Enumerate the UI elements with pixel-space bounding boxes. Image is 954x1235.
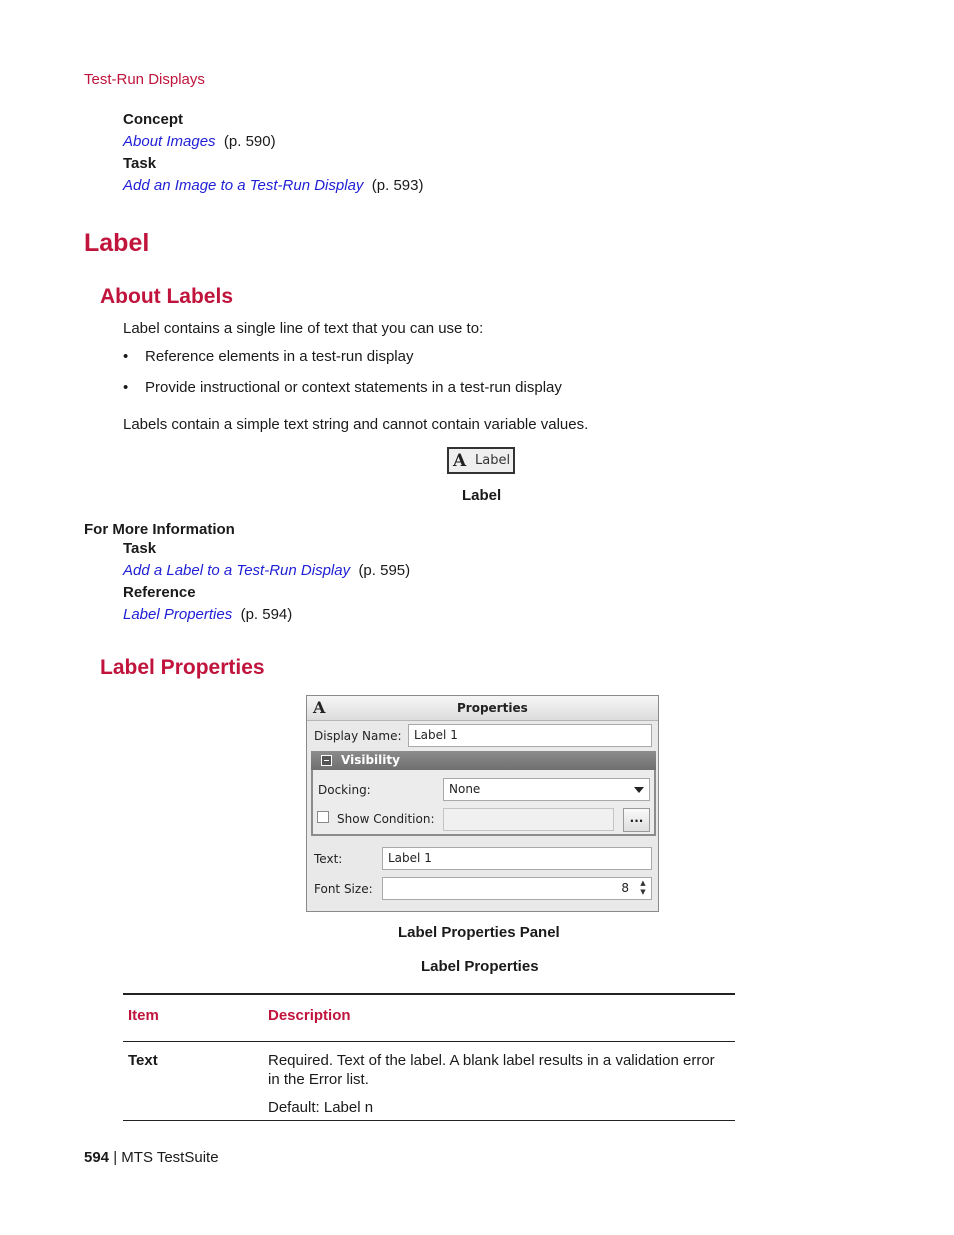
bullet-1 [123, 348, 128, 365]
text-label: Text: [314, 852, 343, 866]
more-info-reference-page: (p. 594) [240, 606, 293, 623]
display-name-label: Display Name: [314, 729, 402, 743]
text-input[interactable]: Label 1 [382, 847, 652, 870]
page-footer [84, 1149, 219, 1166]
docking-select[interactable] [443, 778, 650, 801]
about-lead-text: Label contains a single line of text that you can use to: [123, 320, 484, 337]
docking-value: None [449, 782, 481, 796]
label-tool-icon [447, 447, 515, 474]
show-condition-input[interactable] [443, 808, 614, 831]
docking-label: Docking: [318, 783, 371, 797]
panel-caption: Label Properties Panel [398, 924, 560, 941]
about-images-link[interactable]: About Images [123, 133, 216, 150]
more-info-task-page: (p. 595) [358, 562, 411, 579]
about-note-text: Labels contain a simple text string and cannot contain variable values. [123, 416, 589, 433]
label-properties-link[interactable]: Label Properties [123, 606, 233, 623]
letter-a-icon: A [313, 698, 326, 717]
visibility-section-header[interactable] [311, 751, 656, 770]
concept-page-ref: (p. 590) [223, 133, 276, 150]
footer-separator: | [113, 1149, 118, 1166]
properties-title: Properties [457, 701, 528, 715]
table-row-item: Text [128, 1052, 158, 1069]
bullet-2 [123, 379, 128, 396]
more-info-reference-heading: Reference [123, 584, 196, 601]
spin-down-icon[interactable]: ▼ [640, 888, 646, 896]
add-label-link[interactable]: Add a Label to a Test-Run Display [123, 562, 351, 579]
visibility-section-title: Visibility [341, 753, 400, 767]
concept-link-line [123, 133, 276, 150]
chevron-down-icon[interactable] [630, 781, 647, 798]
table-header-rule [123, 1041, 735, 1042]
bullet-2-text: Provide instructional or context statements in a test-run display [145, 379, 562, 396]
table-bottom-rule [123, 1120, 735, 1121]
section-title: Label [84, 229, 150, 257]
table-header-description: Description [268, 1007, 351, 1024]
page-number: 594 [84, 1149, 110, 1166]
table-row-description-line1: Required. Text of the label. A blank label results in a validation error [268, 1052, 715, 1069]
spin-buttons[interactable] [637, 879, 649, 898]
bullet-1-text: Reference elements in a test-run display [145, 348, 414, 365]
collapse-icon[interactable] [321, 755, 332, 766]
display-name-input[interactable]: Label 1 [408, 724, 652, 747]
label-properties-heading: Label Properties [100, 656, 265, 679]
label-tool-text: Label [475, 453, 511, 468]
more-info-heading: For More Information [84, 521, 235, 538]
more-info-reference-line [123, 606, 292, 623]
label-figure-caption: Label [462, 487, 502, 504]
product-name: MTS TestSuite [121, 1149, 219, 1166]
about-labels-heading: About Labels [100, 285, 234, 308]
add-image-link[interactable]: Add an Image to a Test-Run Display [123, 177, 364, 194]
task-heading: Task [123, 155, 157, 172]
bullet-symbol: • [123, 379, 129, 396]
table-top-rule [123, 993, 735, 995]
running-header: Test-Run Displays [84, 71, 205, 88]
font-size-value: 8 [621, 881, 629, 895]
show-condition-label: Show Condition: [337, 812, 435, 826]
table-row-description-line2: in the Error list. [268, 1071, 369, 1088]
font-size-stepper[interactable] [382, 877, 652, 900]
task-link-line [123, 177, 423, 194]
table-row-default: Default: Label n [268, 1099, 374, 1116]
letter-a-icon: A [453, 451, 467, 471]
task-page-ref: (p. 593) [371, 177, 424, 194]
show-condition-browse-button[interactable]: ... [623, 808, 650, 832]
properties-panel [306, 695, 659, 912]
properties-titlebar [307, 696, 658, 721]
spin-up-icon[interactable]: ▲ [640, 879, 646, 887]
font-size-label: Font Size: [314, 882, 373, 896]
table-caption: Label Properties [421, 958, 539, 975]
more-info-task-heading: Task [123, 540, 157, 557]
show-condition-checkbox[interactable] [317, 811, 329, 823]
concept-heading: Concept [123, 111, 183, 128]
more-info-task-line [123, 562, 410, 579]
bullet-symbol: • [123, 348, 129, 365]
table-header-item: Item [128, 1007, 159, 1024]
